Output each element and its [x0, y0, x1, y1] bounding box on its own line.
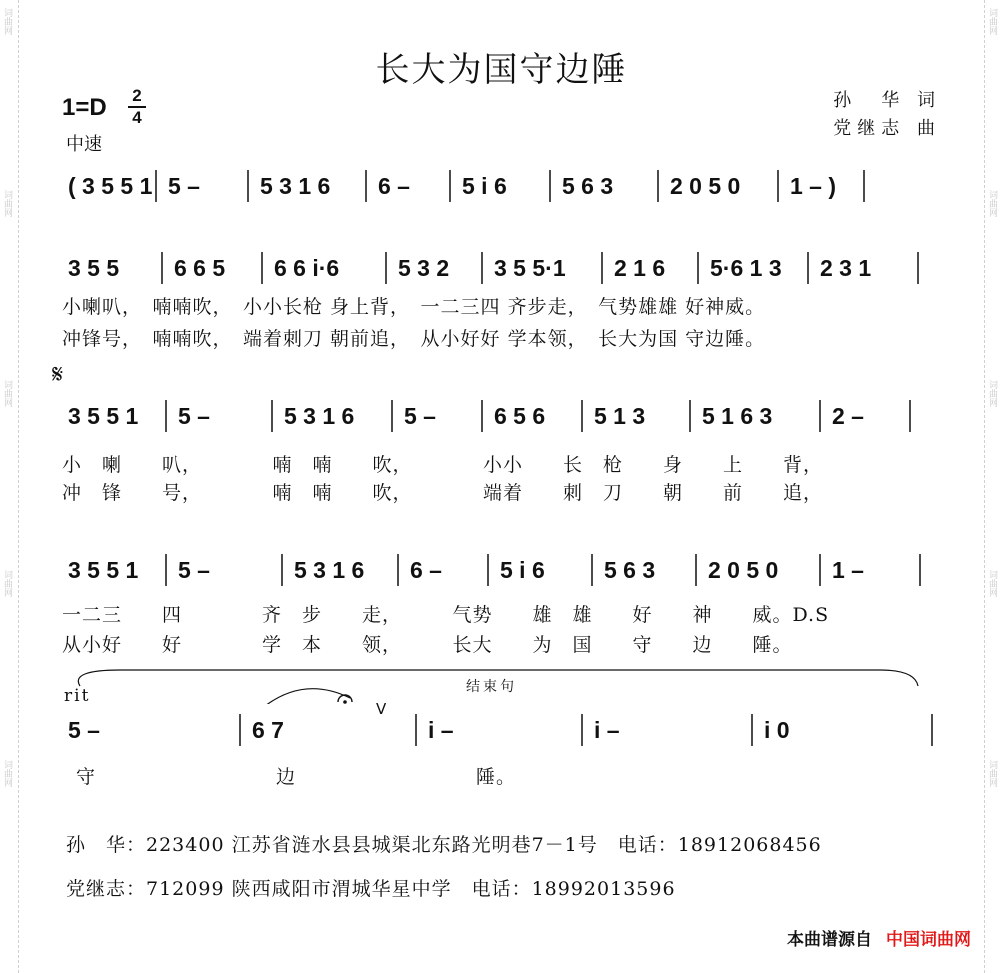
song-title: 长大为国守边陲	[375, 50, 628, 90]
system-1-notation	[60, 168, 950, 208]
measure-notes: 2 3 1	[820, 255, 872, 281]
system-2-notation	[60, 250, 950, 290]
system-4-notation	[60, 552, 950, 592]
measure-notes: 3 5 5 1	[68, 403, 139, 429]
lyric-line: 冲 锋 号， 喃 喃 吹， 端着 刺 刀 朝 前 追，	[62, 482, 824, 504]
source-credit	[787, 925, 971, 950]
measure-notes: 3 5 5 1	[68, 557, 139, 583]
watermark-text: 词曲网	[2, 380, 12, 407]
ritardando-marking: rit	[64, 686, 91, 706]
measure-notes: 5 1 3	[594, 403, 646, 429]
watermark-text: 词曲网	[2, 190, 12, 217]
measure-notes: 5 6 3	[604, 557, 656, 583]
measure-notes: 5 –	[178, 557, 210, 583]
lyricist-credit: 孙 华 词	[833, 90, 941, 111]
measure-notes: 2 1 6	[614, 255, 666, 281]
measure-notes: 2 0 5 0	[708, 557, 779, 583]
measure-notes: 6 6 i·6	[274, 255, 340, 281]
measure-notes: 2 0 5 0	[670, 173, 741, 199]
measure-notes: 5 3 1 6	[294, 557, 365, 583]
measure-notes: 6 6 5	[174, 255, 226, 281]
segno-sign: 𝄋	[52, 360, 64, 390]
tempo-marking: 中速	[66, 134, 102, 155]
contact-composer: 党继志：712099 陕西咸阳市渭城华星中学 电话：18992013596	[66, 878, 676, 900]
measure-notes: 5 6 3	[562, 173, 614, 199]
measure-notes: 5 –	[404, 403, 436, 429]
watermark-text: 词曲网	[987, 8, 997, 35]
measure-notes: i –	[594, 717, 620, 743]
lyric-line: 从小好 好 学 本 领， 长大 为 国 守 边 陲。	[62, 634, 793, 656]
measure-notes: i –	[428, 717, 454, 743]
watermark-text: 词曲网	[2, 570, 12, 597]
ending-label: 结束句	[466, 679, 517, 695]
measure-notes: 2 –	[832, 403, 864, 429]
measure-notes: i 0	[764, 717, 790, 743]
lyric-line: 小喇叭， 喃喃吹， 小小长枪 身上背， 一二三四 齐步走， 气势雄雄 好神威。	[62, 296, 766, 318]
watermark-text: 词曲网	[987, 760, 997, 787]
measure-notes: 5 3 1 6	[260, 173, 331, 199]
breath-mark: V	[376, 700, 387, 718]
measure-notes: 5 i 6	[500, 557, 545, 583]
measure-notes: ( 3 5 5 1	[68, 173, 153, 199]
contact-lyricist: 孙 华：223400 江苏省涟水县县城渠北东路光明巷7－1号 电话：18912068456	[66, 834, 822, 856]
time-signature	[128, 86, 146, 128]
system-5-notation	[60, 712, 950, 752]
lyric-line: 一二三 四 齐 步 走， 气势 雄 雄 好 神 威。D.S	[62, 604, 830, 626]
watermark-text: 词曲网	[2, 8, 12, 35]
lyric-line: 冲锋号， 喃喃吹， 端着刺刀 朝前追， 从小好好 学本领， 长大为国 守边陲。	[62, 328, 766, 350]
left-margin-strip	[0, 0, 19, 973]
measure-notes: 5 –	[178, 403, 210, 429]
ritardando-slur	[60, 664, 940, 704]
measure-notes: 5 1 6 3	[702, 403, 773, 429]
source-site-link[interactable]: 中国词曲网	[886, 930, 971, 950]
measure-notes: 6 5 6	[494, 403, 546, 429]
lyric-line: 小 喇 叭， 喃 喃 吹， 小小 长 枪 身 上 背，	[62, 454, 824, 476]
measure-notes: 5 3 1 6	[284, 403, 355, 429]
measure-notes: 3 5 5·1	[494, 255, 566, 281]
measure-notes: 6 –	[378, 173, 410, 199]
measure-notes: 3 5 5	[68, 255, 120, 281]
measure-notes: 5 3 2	[398, 255, 450, 281]
time-signature-top: 2	[132, 86, 142, 105]
lyric-line: 守 边 陲。	[76, 766, 517, 788]
watermark-text: 词曲网	[987, 570, 997, 597]
key-signature: 1=D	[62, 94, 107, 121]
measure-notes: 6 –	[410, 557, 442, 583]
watermark-text: 词曲网	[2, 760, 12, 787]
source-label: 本曲谱源自	[787, 930, 872, 950]
measure-notes: 5 –	[168, 173, 200, 199]
system-3-notation	[60, 398, 950, 438]
measure-notes: 5·6 1 3	[710, 255, 782, 281]
composer-credit: 党继志 曲	[833, 118, 941, 139]
right-margin-strip	[984, 0, 1003, 973]
measure-notes: 6 7	[252, 717, 284, 743]
watermark-text: 词曲网	[987, 380, 997, 407]
measure-notes: 1 –	[832, 557, 864, 583]
measure-notes: 1 – )	[790, 173, 837, 199]
watermark-text: 词曲网	[987, 190, 997, 217]
measure-notes: 5 i 6	[462, 173, 507, 199]
measure-notes: 5 –	[68, 717, 100, 743]
time-signature-bottom: 4	[132, 108, 142, 127]
